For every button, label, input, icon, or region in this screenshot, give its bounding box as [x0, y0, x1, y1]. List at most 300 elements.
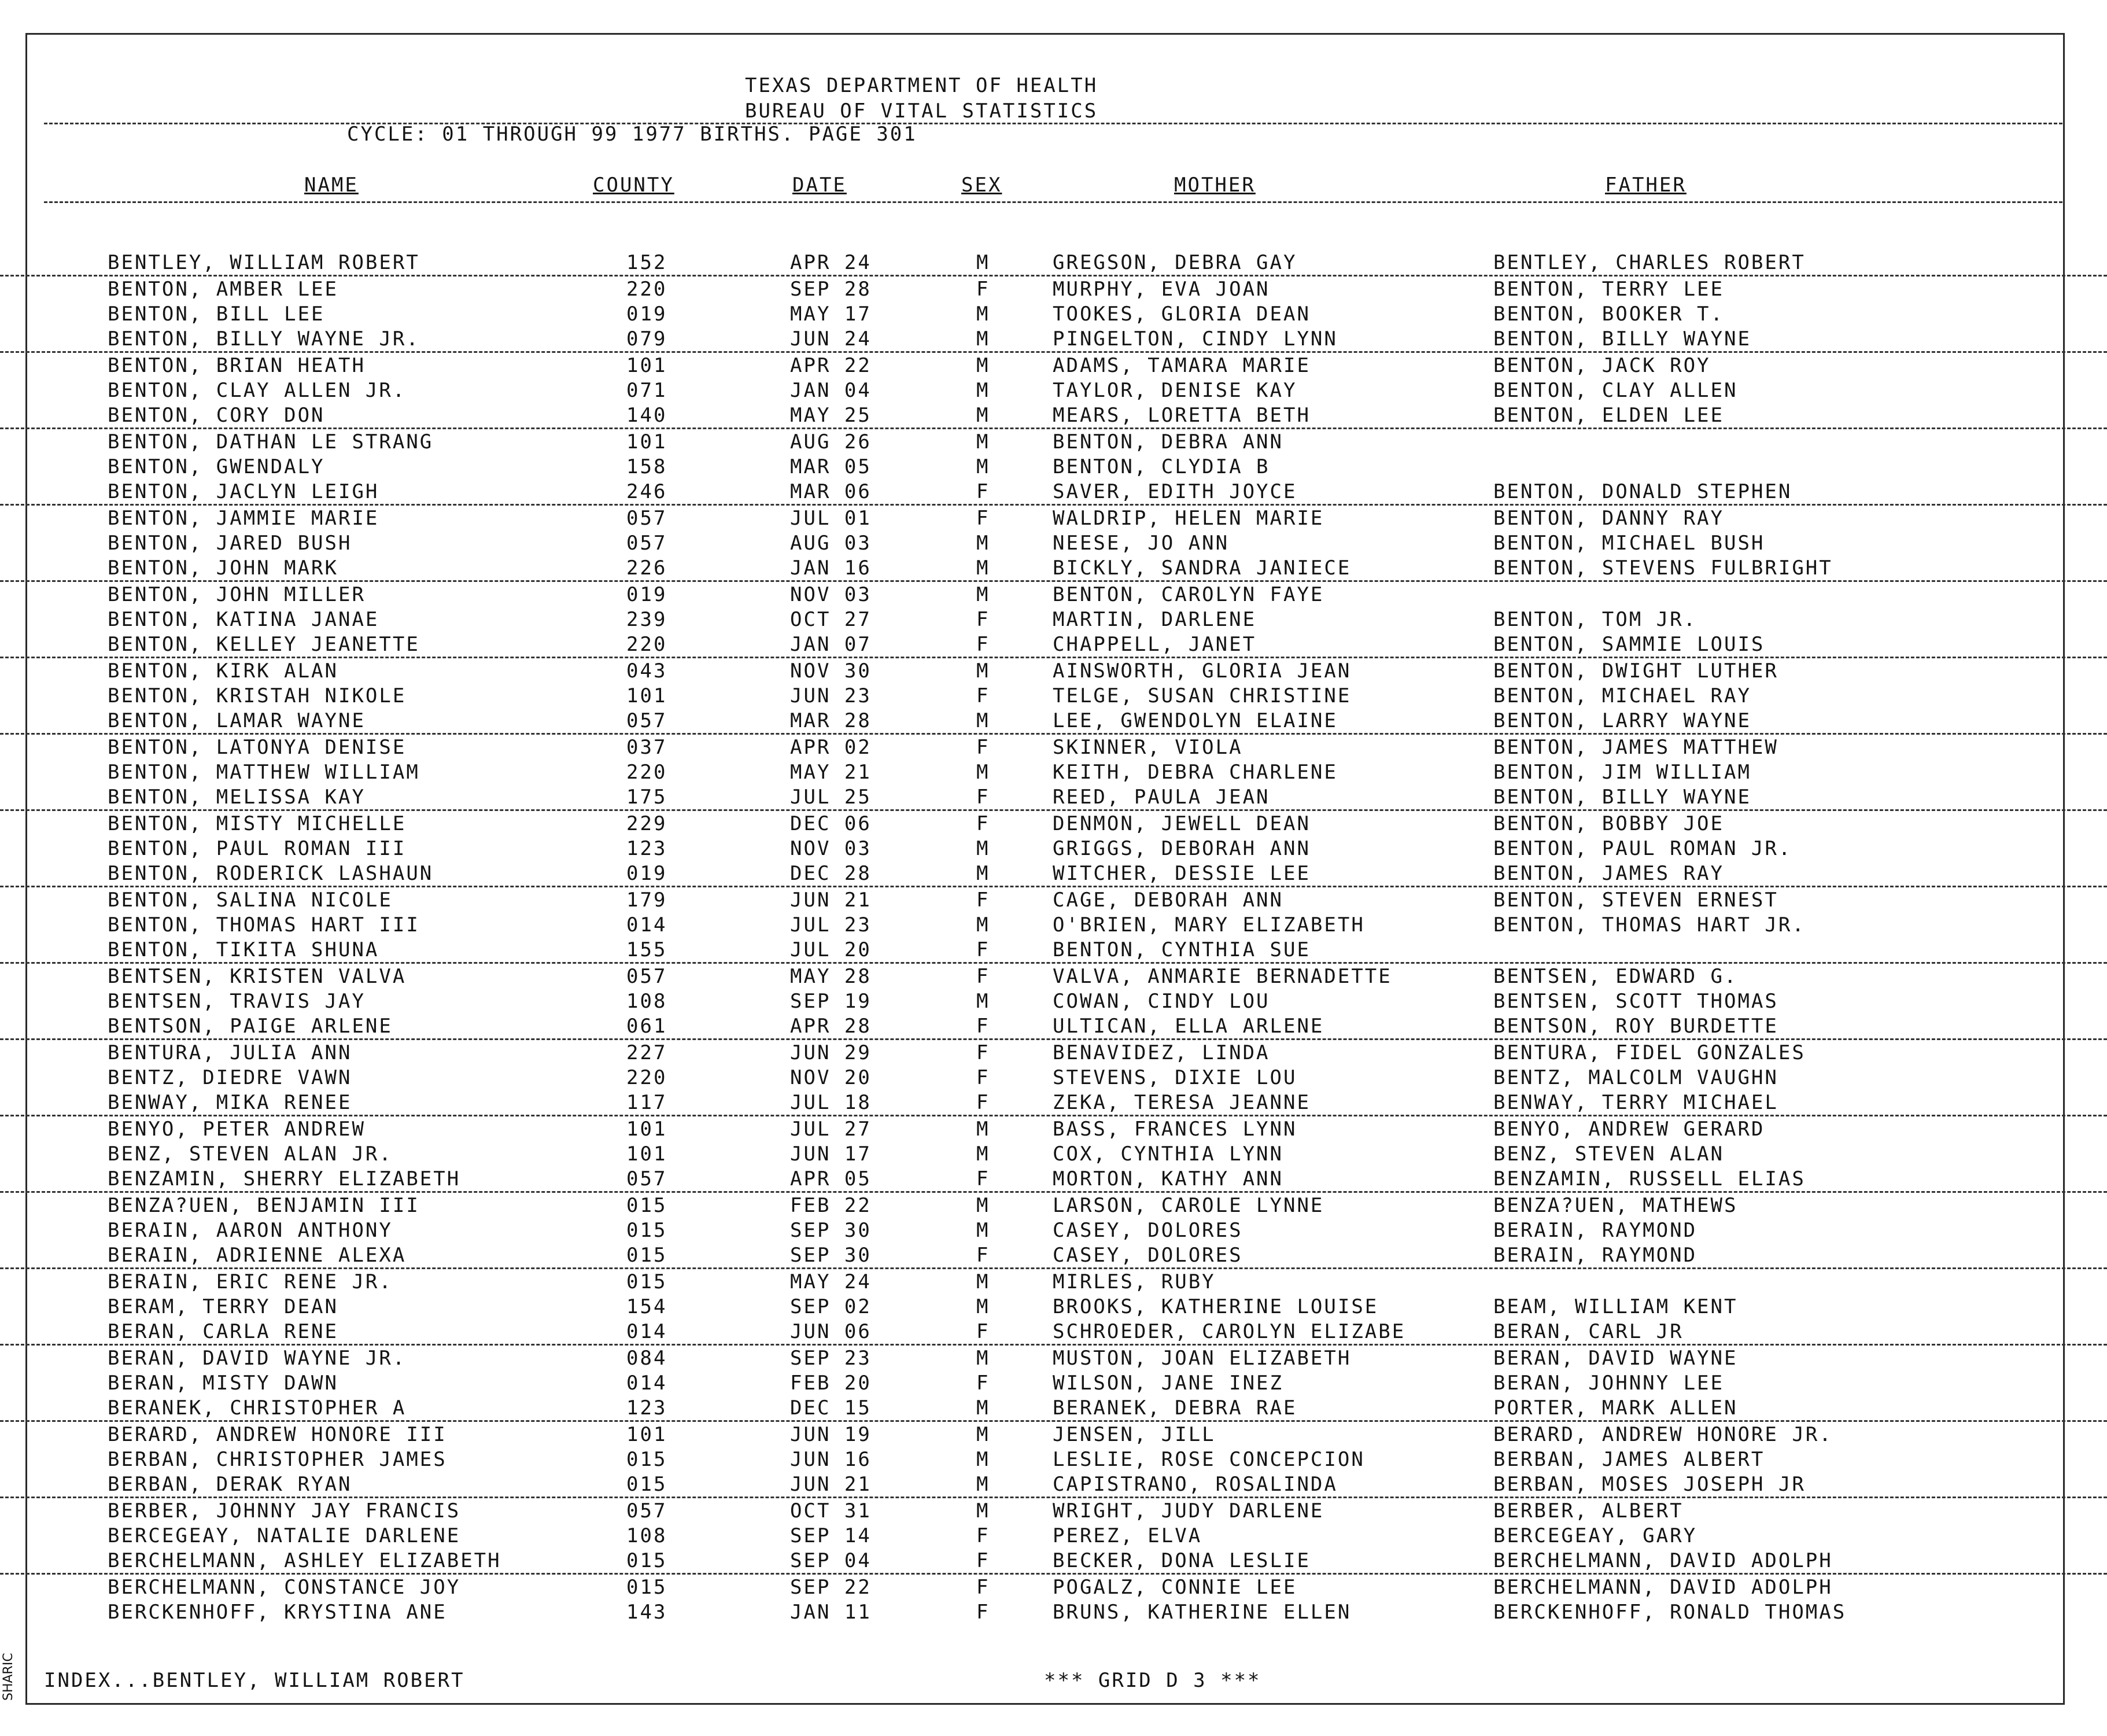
table-row — [0, 861, 2107, 887]
cell-county: 057 — [626, 507, 667, 530]
col-header-county: COUNTY — [593, 174, 674, 197]
cell-date: DEC 06 — [790, 812, 872, 835]
cell-name: BERAN, DAVID WAYNE JR. — [108, 1347, 407, 1370]
cell-date: JUN 21 — [790, 889, 872, 912]
cell-sex: F — [976, 938, 990, 961]
cell-name: BERAN, CARLA RENE — [108, 1320, 338, 1343]
cell-date: APR 24 — [790, 251, 872, 274]
cell-mother: DENMON, JEWELL DEAN — [1053, 812, 1311, 835]
cell-father: BENTSEN, EDWARD G. — [1493, 965, 1738, 988]
cell-date: OCT 31 — [790, 1499, 872, 1523]
cell-date: MAY 28 — [790, 965, 872, 988]
cell-county: 179 — [626, 889, 667, 912]
cell-date: JUL 25 — [790, 786, 872, 809]
cell-name: BENTSEN, KRISTEN VALVA — [108, 965, 407, 988]
table-row — [0, 760, 2107, 784]
cell-county: 158 — [626, 455, 667, 478]
cell-date: AUG 26 — [790, 430, 872, 454]
cell-date: JUN 19 — [790, 1423, 872, 1446]
cell-sex: F — [976, 1524, 990, 1547]
cell-name: BENTON, TIKITA SHUNA — [108, 938, 379, 961]
cell-mother: CAGE, DEBORAH ANN — [1053, 889, 1283, 912]
col-header-mother: MOTHER — [1174, 174, 1256, 197]
cell-date: JUN 06 — [790, 1320, 872, 1343]
cell-name: BENTON, BILL LEE — [108, 303, 325, 326]
cell-name: BERCEGEAY, NATALIE DARLENE — [108, 1524, 461, 1547]
table-row — [0, 1040, 2107, 1065]
cell-county: 220 — [626, 1066, 667, 1089]
cell-father: BENTON, MICHAEL RAY — [1493, 684, 1751, 707]
cell-mother: CAPISTRANO, ROSALINDA — [1053, 1473, 1338, 1496]
cell-county: 014 — [626, 913, 667, 937]
table-row — [0, 1523, 2107, 1548]
cell-sex: M — [976, 1423, 990, 1446]
table-row — [0, 632, 2107, 658]
table-row — [0, 555, 2107, 582]
cell-sex: M — [976, 430, 990, 454]
cell-sex: F — [976, 684, 990, 707]
cell-mother: COWAN, CINDY LOU — [1053, 990, 1270, 1013]
cell-name: BENTON, BILLY WAYNE JR. — [108, 327, 420, 351]
cell-father: BERBAN, MOSES JOSEPH JR — [1493, 1473, 1806, 1496]
col-header-date: DATE — [792, 174, 847, 197]
cell-sex: M — [976, 1270, 990, 1293]
cell-county: 108 — [626, 990, 667, 1013]
cell-father: BENTON, CLAY ALLEN — [1493, 379, 1738, 402]
cell-date: JUL 18 — [790, 1091, 872, 1114]
cell-date: JUL 27 — [790, 1118, 872, 1141]
cell-name: BENTSEN, TRAVIS JAY — [108, 990, 366, 1013]
cell-mother: WALDRIP, HELEN MARIE — [1053, 507, 1324, 530]
cell-mother: O'BRIEN, MARY ELIZABETH — [1053, 913, 1365, 937]
cell-name: BERCKENHOFF, KRYSTINA ANE — [108, 1601, 447, 1624]
table-row — [0, 1065, 2107, 1090]
table-row — [0, 378, 2107, 403]
table-row — [0, 1141, 2107, 1166]
cell-county: 079 — [626, 327, 667, 351]
cell-county: 015 — [626, 1549, 667, 1572]
cell-sex: M — [976, 1448, 990, 1471]
cell-name: BENTON, MELISSA KAY — [108, 786, 366, 809]
cell-father: BERCEGEAY, GARY — [1493, 1524, 1698, 1547]
cell-date: DEC 28 — [790, 862, 872, 885]
cell-mother: TOOKES, GLORIA DEAN — [1053, 303, 1311, 326]
cell-name: BERCHELMANN, CONSTANCE JOY — [108, 1576, 461, 1599]
table-row — [0, 735, 2107, 760]
cell-mother: STEVENS, DIXIE LOU — [1053, 1066, 1297, 1089]
cell-father: BENYO, ANDREW GERARD — [1493, 1118, 1765, 1141]
cell-name: BENTON, BRIAN HEATH — [108, 354, 366, 377]
cell-mother: BASS, FRANCES LYNN — [1053, 1118, 1297, 1141]
cell-name: BENTON, GWENDALY — [108, 455, 325, 478]
cell-father: BENTON, JACK ROY — [1493, 354, 1711, 377]
cell-father: BERAIN, RAYMOND — [1493, 1219, 1698, 1242]
cell-father: BERAN, DAVID WAYNE — [1493, 1347, 1738, 1370]
cell-date: APR 22 — [790, 354, 872, 377]
header-title: TEXAS DEPARTMENT OF HEALTH — [745, 74, 1098, 97]
table-row — [0, 429, 2107, 454]
cell-county: 061 — [626, 1015, 667, 1038]
cell-mother: GRIGGS, DEBORAH ANN — [1053, 837, 1311, 860]
cell-sex: M — [976, 709, 990, 732]
cell-name: BENWAY, MIKA RENEE — [108, 1091, 352, 1114]
cell-sex: F — [976, 278, 990, 301]
cell-sex: M — [976, 1499, 990, 1523]
cell-sex: F — [976, 1576, 990, 1599]
cell-name: BERBAN, DERAK RYAN — [108, 1473, 352, 1496]
cell-mother: TELGE, SUSAN CHRISTINE — [1053, 684, 1352, 707]
cell-date: MAY 21 — [790, 761, 872, 784]
cell-sex: F — [976, 1372, 990, 1395]
cell-mother: PEREZ, ELVA — [1053, 1524, 1202, 1547]
cell-mother: BROOKS, KATHERINE LOUISE — [1053, 1295, 1379, 1318]
cell-sex: F — [976, 1320, 990, 1343]
cell-father: BERAIN, RAYMOND — [1493, 1244, 1698, 1267]
cell-name: BERAN, MISTY DAWN — [108, 1372, 338, 1395]
table-row — [0, 1269, 2107, 1294]
cell-mother: LESLIE, ROSE CONCEPCION — [1053, 1448, 1365, 1471]
table-row — [0, 1599, 2107, 1624]
cell-date: JUL 01 — [790, 507, 872, 530]
cell-father: BENTON, TERRY LEE — [1493, 278, 1724, 301]
cell-father: BERAN, JOHNNY LEE — [1493, 1372, 1724, 1395]
col-header-name: NAME — [304, 174, 359, 197]
cell-county: 108 — [626, 1524, 667, 1547]
cell-date: JUN 23 — [790, 684, 872, 707]
table-row — [0, 277, 2107, 301]
cell-county: 226 — [626, 556, 667, 580]
cell-name: BERARD, ANDREW HONORE III — [108, 1423, 447, 1446]
cell-date: JUL 20 — [790, 938, 872, 961]
cell-date: MAR 05 — [790, 455, 872, 478]
cell-mother: BICKLY, SANDRA JANIECE — [1053, 556, 1352, 580]
cell-date: SEP 30 — [790, 1219, 872, 1242]
cell-date: APR 05 — [790, 1167, 872, 1190]
cell-name: BENTON, KIRK ALAN — [108, 659, 338, 683]
cell-county: 015 — [626, 1219, 667, 1242]
cell-date: MAY 24 — [790, 1270, 872, 1293]
cell-father: BENTURA, FIDEL GONZALES — [1493, 1041, 1806, 1064]
cell-county: 152 — [626, 251, 667, 274]
cell-mother: LEE, GWENDOLYN ELAINE — [1053, 709, 1338, 732]
cell-name: BENTON, CORY DON — [108, 404, 325, 427]
cell-county: 043 — [626, 659, 667, 683]
cell-name: BENZA?UEN, BENJAMIN III — [108, 1194, 420, 1217]
table-row — [0, 353, 2107, 378]
cell-father: BENTON, BILLY WAYNE — [1493, 786, 1751, 809]
cell-name: BENTON, JARED BUSH — [108, 532, 352, 555]
cell-sex: M — [976, 1142, 990, 1166]
cell-name: BERAM, TERRY DEAN — [108, 1295, 338, 1318]
table-row — [0, 912, 2107, 937]
cell-mother: CASEY, DOLORES — [1053, 1244, 1243, 1267]
cell-sex: M — [976, 327, 990, 351]
cell-mother: BENTON, DEBRA ANN — [1053, 430, 1283, 454]
cell-mother: MIRLES, RUBY — [1053, 1270, 1216, 1293]
table-row — [0, 1346, 2107, 1370]
cell-father: BENTON, DWIGHT LUTHER — [1493, 659, 1778, 683]
cell-county: 015 — [626, 1244, 667, 1267]
cell-name: BENTON, LAMAR WAYNE — [108, 709, 366, 732]
margin-note: SHARIC — [1, 1653, 16, 1701]
cell-date: JAN 04 — [790, 379, 872, 402]
cell-father: BENZA?UEN, MATHEWS — [1493, 1194, 1738, 1217]
cell-sex: M — [976, 583, 990, 606]
cell-mother: WRIGHT, JUDY DARLENE — [1053, 1499, 1324, 1523]
cell-sex: M — [976, 837, 990, 860]
cell-mother: BENTON, CAROLYN FAYE — [1053, 583, 1324, 606]
cell-mother: ADAMS, TAMARA MARIE — [1053, 354, 1311, 377]
table-row — [0, 1243, 2107, 1269]
cell-father: BENTON, MICHAEL BUSH — [1493, 532, 1765, 555]
cell-father: BENTON, DANNY RAY — [1493, 507, 1724, 530]
table-row — [0, 989, 2107, 1013]
table-row — [0, 1422, 2107, 1447]
cell-name: BENTURA, JULIA ANN — [108, 1041, 352, 1064]
col-header-father: FATHER — [1605, 174, 1687, 197]
cell-father: BENTON, BILLY WAYNE — [1493, 327, 1751, 351]
cell-name: BENTON, LATONYA DENISE — [108, 736, 407, 759]
cell-sex: M — [976, 761, 990, 784]
cell-date: JAN 16 — [790, 556, 872, 580]
cell-father: BENTON, PAUL ROMAN JR. — [1493, 837, 1792, 860]
cell-sex: F — [976, 736, 990, 759]
cell-date: FEB 20 — [790, 1372, 872, 1395]
cell-father: BENTON, THOMAS HART JR. — [1493, 913, 1806, 937]
cell-sex: F — [976, 633, 990, 656]
table-row — [0, 1575, 2107, 1599]
table-row — [0, 1472, 2107, 1498]
cell-father: BERCHELMANN, DAVID ADOLPH — [1493, 1576, 1833, 1599]
cell-sex: F — [976, 507, 990, 530]
cell-mother: ZEKA, TERESA JEANNE — [1053, 1091, 1311, 1114]
cell-county: 019 — [626, 303, 667, 326]
grid-label: *** GRID D 3 *** — [1044, 1669, 1261, 1692]
cell-mother: GREGSON, DEBRA GAY — [1053, 251, 1297, 274]
cell-sex: F — [976, 1549, 990, 1572]
cell-county: 071 — [626, 379, 667, 402]
cell-name: BENYO, PETER ANDREW — [108, 1118, 366, 1141]
cell-father: BENTSON, ROY BURDETTE — [1493, 1015, 1778, 1038]
records-table — [0, 250, 2107, 1624]
cell-date: MAY 25 — [790, 404, 872, 427]
table-row — [0, 1218, 2107, 1243]
cell-mother: MORTON, KATHY ANN — [1053, 1167, 1283, 1190]
cell-date: SEP 30 — [790, 1244, 872, 1267]
cell-name: BERANEK, CHRISTOPHER A — [108, 1396, 407, 1420]
cell-mother: JENSEN, JILL — [1053, 1423, 1216, 1446]
cell-sex: M — [976, 379, 990, 402]
cell-sex: F — [976, 1091, 990, 1114]
cell-county: 154 — [626, 1295, 667, 1318]
cell-name: BENTON, KELLEY JEANETTE — [108, 633, 420, 656]
cell-county: 101 — [626, 1118, 667, 1141]
cell-father: BEAM, WILLIAM KENT — [1493, 1295, 1738, 1318]
cell-county: 175 — [626, 786, 667, 809]
cell-county: 155 — [626, 938, 667, 961]
cell-date: SEP 22 — [790, 1576, 872, 1599]
table-row — [0, 607, 2107, 632]
cell-sex: M — [976, 404, 990, 427]
cell-mother: CASEY, DOLORES — [1053, 1219, 1243, 1242]
cell-name: BENTON, KATINA JANAE — [108, 608, 379, 631]
cell-date: SEP 04 — [790, 1549, 872, 1572]
cell-county: 101 — [626, 1142, 667, 1166]
table-row — [0, 964, 2107, 989]
cell-name: BERBER, JOHNNY JAY FRANCIS — [108, 1499, 461, 1523]
cell-date: DEC 15 — [790, 1396, 872, 1420]
cell-date: JUN 24 — [790, 327, 872, 351]
cell-father: BERCHELMANN, DAVID ADOLPH — [1493, 1549, 1833, 1572]
cell-sex: M — [976, 862, 990, 885]
cell-name: BENTON, KRISTAH NIKOLE — [108, 684, 407, 707]
cell-name: BENTON, JAMMIE MARIE — [108, 507, 379, 530]
cell-county: 057 — [626, 965, 667, 988]
table-row — [0, 1548, 2107, 1575]
cell-sex: F — [976, 1066, 990, 1089]
cell-name: BENTZ, DIEDRE VAWN — [108, 1066, 352, 1089]
cell-sex: M — [976, 303, 990, 326]
cell-mother: ULTICAN, ELLA ARLENE — [1053, 1015, 1324, 1038]
cell-date: OCT 27 — [790, 608, 872, 631]
table-row — [0, 1395, 2107, 1422]
table-row — [0, 1013, 2107, 1040]
cell-sex: F — [976, 1015, 990, 1038]
cell-county: 101 — [626, 684, 667, 707]
cell-mother: BECKER, DONA LESLIE — [1053, 1549, 1311, 1572]
cell-sex: F — [976, 1601, 990, 1624]
cell-date: NOV 03 — [790, 583, 872, 606]
table-row — [0, 708, 2107, 735]
cell-father: BENTON, JAMES MATTHEW — [1493, 736, 1778, 759]
cell-date: SEP 19 — [790, 990, 872, 1013]
cell-county: 057 — [626, 1167, 667, 1190]
table-row — [0, 1447, 2107, 1472]
header-subtitle: BUREAU OF VITAL STATISTICS — [745, 99, 1098, 123]
cell-date: AUG 03 — [790, 532, 872, 555]
table-row — [0, 1116, 2107, 1141]
cell-name: BENTON, THOMAS HART III — [108, 913, 420, 937]
cell-date: SEP 14 — [790, 1524, 872, 1547]
table-row — [0, 326, 2107, 353]
cell-date: MAR 28 — [790, 709, 872, 732]
cell-mother: BENTON, CLYDIA B — [1053, 455, 1270, 478]
cell-date: JUL 23 — [790, 913, 872, 937]
cell-mother: KEITH, DEBRA CHARLENE — [1053, 761, 1338, 784]
cell-name: BENTON, MISTY MICHELLE — [108, 812, 407, 835]
cell-county: 019 — [626, 862, 667, 885]
cell-mother: CHAPPELL, JANET — [1053, 633, 1257, 656]
cell-name: BERCHELMANN, ASHLEY ELIZABETH — [108, 1549, 501, 1572]
cell-date: JUN 16 — [790, 1448, 872, 1471]
col-header-sex: SEX — [961, 174, 1002, 197]
cell-county: 229 — [626, 812, 667, 835]
cell-date: SEP 28 — [790, 278, 872, 301]
cell-mother: TAYLOR, DENISE KAY — [1053, 379, 1297, 402]
cell-date: NOV 20 — [790, 1066, 872, 1089]
table-row — [0, 1166, 2107, 1193]
index-footer: INDEX...BENTLEY, WILLIAM ROBERT — [44, 1669, 465, 1692]
table-row — [0, 887, 2107, 912]
cell-father: BERCKENHOFF, RONALD THOMAS — [1493, 1601, 1847, 1624]
cell-mother: SKINNER, VIOLA — [1053, 736, 1243, 759]
cell-county: 140 — [626, 404, 667, 427]
cell-sex: M — [976, 354, 990, 377]
cell-father: BERBAN, JAMES ALBERT — [1493, 1448, 1765, 1471]
cell-county: 084 — [626, 1347, 667, 1370]
cell-father: BENTON, DONALD STEPHEN — [1493, 480, 1792, 503]
cell-county: 117 — [626, 1091, 667, 1114]
cell-name: BERBAN, CHRISTOPHER JAMES — [108, 1448, 447, 1471]
cell-county: 220 — [626, 633, 667, 656]
table-row — [0, 1090, 2107, 1116]
cell-sex: M — [976, 556, 990, 580]
cell-mother: AINSWORTH, GLORIA JEAN — [1053, 659, 1352, 683]
table-row — [0, 811, 2107, 836]
cell-date: MAY 17 — [790, 303, 872, 326]
cell-sex: M — [976, 1396, 990, 1420]
cell-sex: M — [976, 532, 990, 555]
cell-name: BENTON, JOHN MARK — [108, 556, 338, 580]
cell-county: 220 — [626, 278, 667, 301]
cell-county: 123 — [626, 837, 667, 860]
cell-mother: BENTON, CYNTHIA SUE — [1053, 938, 1311, 961]
cell-mother: POGALZ, CONNIE LEE — [1053, 1576, 1297, 1599]
cell-father: BERAN, CARL JR — [1493, 1320, 1684, 1343]
cell-name: BENTON, RODERICK LASHAUN — [108, 862, 434, 885]
cell-sex: M — [976, 1118, 990, 1141]
cell-father: BENTON, LARRY WAYNE — [1493, 709, 1751, 732]
cell-father: BENTSEN, SCOTT THOMAS — [1493, 990, 1778, 1013]
cell-sex: F — [976, 480, 990, 503]
table-row — [0, 582, 2107, 607]
cell-mother: COX, CYNTHIA LYNN — [1053, 1142, 1283, 1166]
table-row — [0, 250, 2107, 277]
cell-county: 220 — [626, 761, 667, 784]
cell-mother: LARSON, CAROLE LYNNE — [1053, 1194, 1324, 1217]
cell-date: JUN 29 — [790, 1041, 872, 1064]
cell-county: 014 — [626, 1372, 667, 1395]
cell-name: BERAIN, ADRIENNE ALEXA — [108, 1244, 407, 1267]
cell-date: SEP 02 — [790, 1295, 872, 1318]
cell-mother: VALVA, ANMARIE BERNADETTE — [1053, 965, 1392, 988]
cell-sex: M — [976, 1347, 990, 1370]
cell-sex: M — [976, 913, 990, 937]
cell-county: 037 — [626, 736, 667, 759]
cell-county: 101 — [626, 354, 667, 377]
cell-county: 015 — [626, 1270, 667, 1293]
cell-county: 015 — [626, 1576, 667, 1599]
cell-county: 227 — [626, 1041, 667, 1064]
table-row — [0, 1319, 2107, 1346]
cell-father: BENTZ, MALCOLM VAUGHN — [1493, 1066, 1778, 1089]
cell-sex: F — [976, 889, 990, 912]
table-row — [0, 683, 2107, 708]
cell-name: BERAIN, ERIC RENE JR. — [108, 1270, 393, 1293]
cell-father: BERARD, ANDREW HONORE JR. — [1493, 1423, 1833, 1446]
cell-date: FEB 22 — [790, 1194, 872, 1217]
cell-sex: M — [976, 659, 990, 683]
cell-name: BENTON, JACLYN LEIGH — [108, 480, 379, 503]
cell-sex: F — [976, 812, 990, 835]
cell-father: BENZAMIN, RUSSELL ELIAS — [1493, 1167, 1806, 1190]
cell-sex: M — [976, 1219, 990, 1242]
cell-mother: BERANEK, DEBRA RAE — [1053, 1396, 1297, 1420]
cell-county: 143 — [626, 1601, 667, 1624]
cycle-line: CYCLE: 01 THROUGH 99 1977 BIRTHS. PAGE 301 — [347, 123, 917, 146]
cell-father: PORTER, MARK ALLEN — [1493, 1396, 1738, 1420]
cell-county: 101 — [626, 1423, 667, 1446]
